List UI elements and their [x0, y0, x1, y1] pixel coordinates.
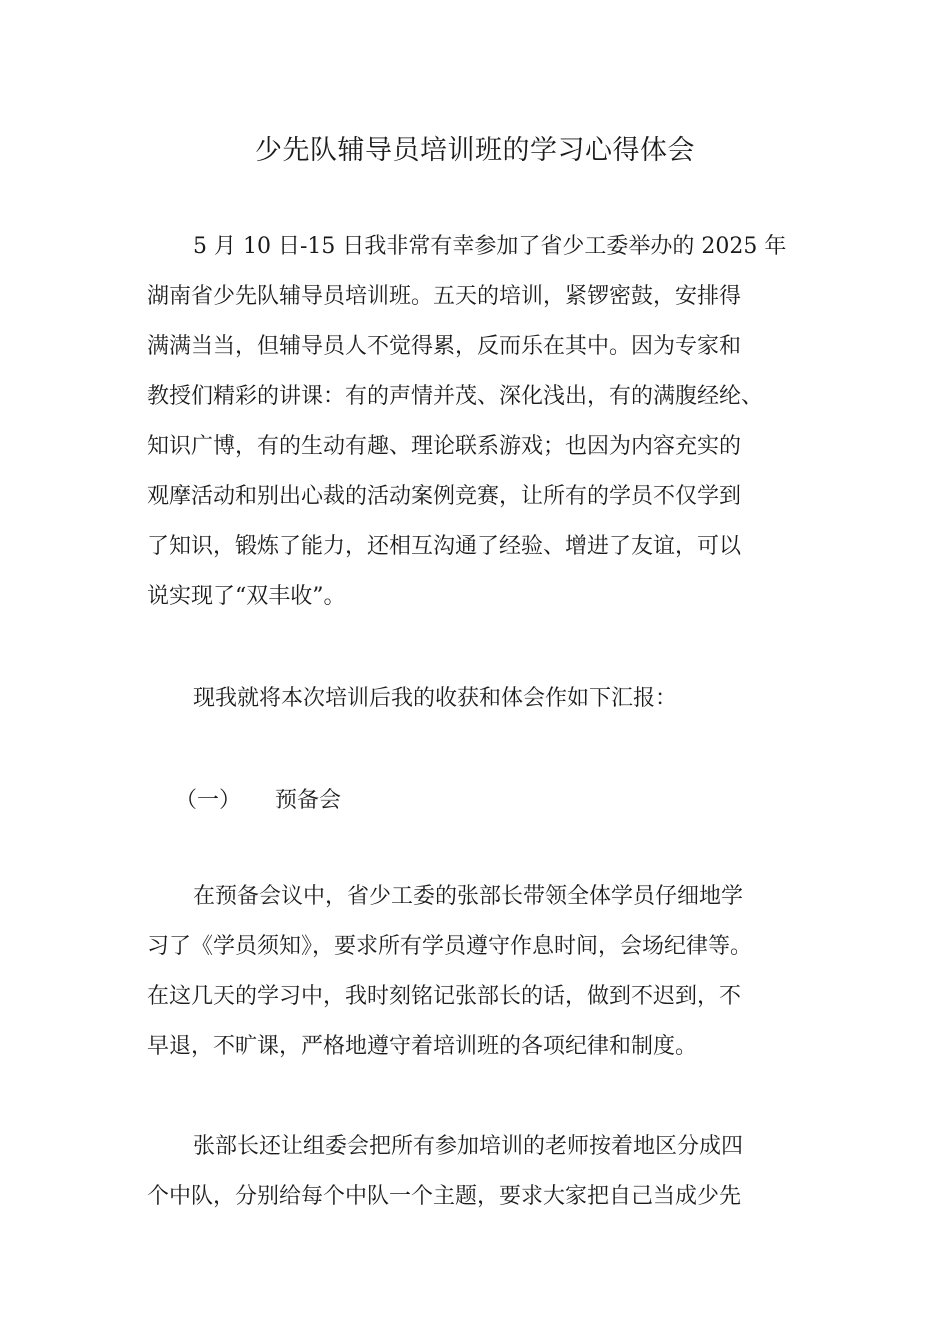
- paragraph-preparatory: [147, 872, 812, 1072]
- text-line: 教授们精彩的讲课：有的声情并茂、深化浅出，有的满腹经纶、: [147, 384, 764, 409]
- text-line: 湖南省少先队辅导员培训班。五天的培训，紧锣密鼓，安排得: [147, 284, 742, 309]
- text-line: 了知识，锻炼了能力，还相互沟通了经验、增进了友谊，可以: [147, 534, 742, 559]
- paragraph-report: [147, 674, 812, 724]
- document-title: 少先队辅导员培训班的学习心得体会: [255, 135, 695, 166]
- text-line: 说实现了“双丰收”。: [147, 584, 346, 609]
- paragraph-teams: [147, 1122, 812, 1222]
- text-line: 观摩活动和别出心裁的活动案例竞赛，让所有的学员不仅学到: [147, 484, 742, 509]
- text-line: 现我就将本次培训后我的收获和体会作如下汇报：: [193, 686, 678, 711]
- text-line: 张部长还让组委会把所有参加培训的老师按着地区分成四: [193, 1134, 744, 1159]
- text-line: 满满当当，但辅导员人不觉得累，反而乐在其中。因为专家和: [147, 334, 742, 359]
- text-line: 在预备会议中，省少工委的张部长带领全体学员仔细地学: [193, 884, 744, 909]
- text-line: 5 月 10 日-15 日我非常有幸参加了省少工委举办的 2025 年: [193, 234, 787, 259]
- text-line: 知识广博，有的生动有趣、理论联系游戏；也因为内容充实的: [147, 434, 742, 459]
- section-title: 预备会: [275, 788, 342, 813]
- text-line: 在这几天的学习中，我时刻铭记张部长的话，做到不迟到，不: [147, 984, 742, 1009]
- text-line: 早退，不旷课，严格地遵守着培训班的各项纪律和制度。: [147, 1034, 698, 1059]
- text-line: 习了《学员须知》，要求所有学员遵守作息时间，会场纪律等。: [147, 934, 753, 959]
- section-number: （一）: [175, 788, 242, 813]
- section-heading: [175, 776, 341, 826]
- paragraph-intro: [147, 222, 812, 622]
- text-line: 个中队，分别给每个中队一个主题，要求大家把自己当成少先: [147, 1184, 742, 1209]
